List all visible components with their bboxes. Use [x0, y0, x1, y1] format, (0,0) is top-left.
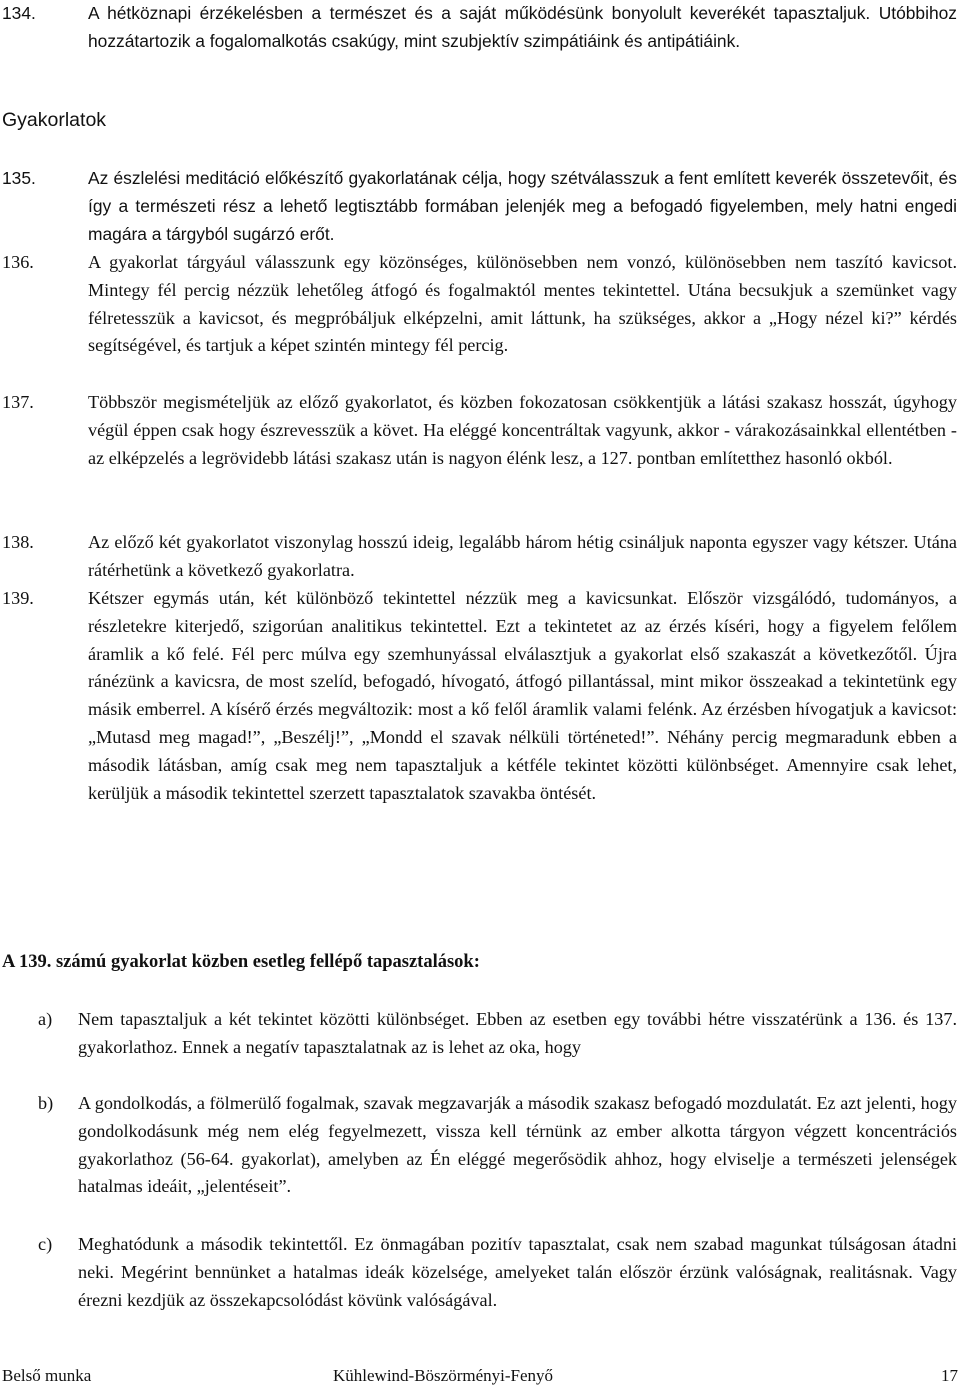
paragraph-text: Az előző két gyakorlatot viszonylag hosszú ideig, legalább három hétig csináljuk naponta egyszer vagy kétszer. Utána rátérhetünk a következő gyakorlatra.: [88, 532, 957, 580]
list-item-text: Meghatódunk a második tekintettől. Ez önmagában pozitív tapasztalat, csak nem szabad magunkat túlságosan átadni neki. Megérint bennünket a hatalmas ideák közelsége, amelyeket talán először érzünk valóságnak, realitásnak. Vagy érezni kezdjük az összekapcsolódást kövünk valóságával.: [78, 1234, 957, 1310]
list-item-text: A gondolkodás, a fölmerülő fogalmak, szavak megzavarják a második szakasz befogadó mozdulatát. Ez azt jelenti, hogy gondolkodásunk még nem elég fegyelmezett, vissza kell térnünk az ember alkotta tárgyon végzett koncentrációs gyakorlathoz (56-64. gyakorlat), amelyben az Én eléggé megerősödik ahhoz, hogy elviselje a természeti jelenségek hatalmas ideáit, „jelentéseit”.: [78, 1093, 957, 1197]
page-number: 17: [941, 1366, 958, 1385]
paragraph-136: [0, 249, 957, 360]
paragraph-text: Többször megismételjük az előző gyakorlatot, és közben fokozatosan csökkentjük a látási szakasz hosszát, úgyhogy végül éppen csak hogy észrevesszük a követ. Ha eléggé koncentráltak vagyunk, akkor - várakozásainkkal ellentétben - az elképzelés a legrövidebb látási szakasz után is nagyon élénk lesz, a 127. pontban említetthez hasonló okból.: [88, 392, 957, 468]
paragraph-number: 139.: [2, 588, 34, 608]
paragraph-139: [0, 585, 957, 807]
paragraph-number: 136.: [2, 252, 34, 272]
paragraph-number: 135.: [2, 168, 36, 188]
paragraph-text: Kétszer egymás után, két különböző tekintettel nézzük meg a kavicsunkat. Először vizsgálódó, tudományos, a részletekre kiterjedő, szigorúan analitikus tekintettel. Ezt a tekintetet az az érzés kíséri, hogy a figyelem felőlem áramlik a kő felé. Fél perc múlva egy szemhunyással elválasztjuk a gyakorlat első szakaszát a következőtől. Újra ránézünk a kavicsra, de most szelíd, befogadó, hívogató, átfogó pillantással, mint mikor összeakad a tekintetünk egy másik emberrel. A kísérő érzés megváltozik: most a kő felől áramlik valami felénk. Az érzésben hívogatjuk a kavicsot: „Mutasd meg magad!”, „Beszélj!”, „Mondd el szavak nélküli történeted!”. Néhány percig megmaradunk ebben a második látásban, amíg csak meg nem tapasztaljuk a kétféle tekintet közötti különbséget. Amennyire csak lehet, kerüljük a második tekintettel szerzett tapasztalatok szavakba öntését.: [88, 588, 957, 803]
list-marker: c): [38, 1234, 53, 1254]
paragraph-text: A hétköznapi érzékelésben a természet és a saját működésünk bonyolult keverékét tapasztaljuk. Utóbbihoz hozzátartozik a fogalomalkotás csakúgy, mint szubjektív szimpátiáink és antipátiáink.: [88, 3, 957, 51]
list-marker: b): [38, 1093, 54, 1113]
list-marker: a): [38, 1009, 53, 1029]
paragraph-138: [0, 529, 957, 585]
experience-item-a: [0, 1006, 957, 1062]
paragraph-number: 137.: [2, 392, 34, 412]
footer-authors: Kühlewind-Böszörményi-Fenyő: [333, 1366, 554, 1385]
paragraph-134: [0, 0, 957, 56]
paragraph-number: 138.: [2, 532, 34, 552]
paragraph-number: 134.: [2, 3, 36, 23]
section-heading: Gyakorlatok: [2, 109, 107, 131]
experience-item-b: [0, 1090, 957, 1201]
list-item-text: Nem tapasztaljuk a két tekintet közötti különbséget. Ebben az esetben egy további hétre visszatérünk a 136. és 137. gyakorlathoz. Ennek a negatív tapasztalatnak az is lehet az oka, hogy: [78, 1009, 957, 1057]
experiences-heading: A 139. számú gyakorlat közben esetleg fellépő tapasztalások:: [2, 952, 480, 972]
footer-title: Belső munka: [2, 1366, 92, 1385]
paragraph-135: [0, 165, 957, 248]
paragraph-text: Az észlelési meditáció előkészítő gyakorlatának célja, hogy szétválasszuk a fent említett keverék összetevőit, és így a természeti rész a lehető legtisztább formában jelenjék meg a befogadó figyelemben, mely hatni engedi magára a tárgyból sugárzó erőt.: [88, 168, 957, 244]
page-footer: [0, 1366, 960, 1390]
experience-item-c: [0, 1231, 957, 1314]
paragraph-137: [0, 389, 957, 472]
paragraph-text: A gyakorlat tárgyául válasszunk egy közönséges, különösebben nem vonzó, különösebben nem taszító kavicsot. Mintegy fél percig nézzük lehetőleg átfogó és fogalmaktól mentes tekintettel. Utána becsukjuk a szemünket vagy félretesszük a kavicsot, és megpróbáljuk elképzelni, amit láttunk, ha szükséges, akkor a „Hogy nézel ki?” kérdés segítségével, és tartjuk a képet szintén mintegy fél percig.: [88, 252, 957, 356]
